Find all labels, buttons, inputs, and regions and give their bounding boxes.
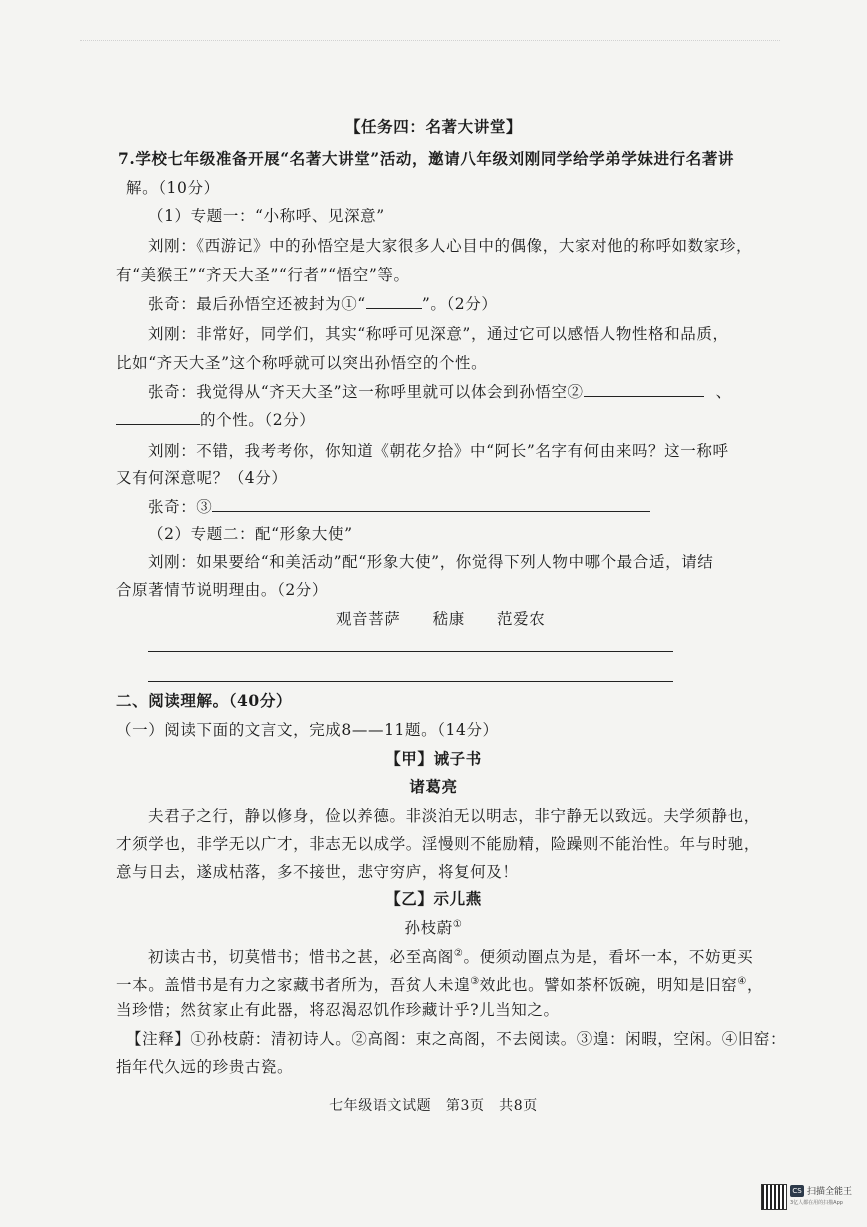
zhangqi-answer-2-prefix: 张奇：我觉得从“齐天大圣”这一称呼里就可以体会到孙悟空② (148, 383, 584, 401)
zhangqi-answer-1-prefix: 张奇：最后孙悟空还被封为①“ (148, 295, 366, 313)
answer-blank-3[interactable] (212, 497, 650, 512)
passage-yi-line-2c: ， (746, 976, 764, 995)
passage-jia-title: 【甲】诫子书 (385, 749, 482, 768)
notes-line-1: 【注释】①孙枝蔚：清初诗人。②高阁：束之高阁，不去阅读。③遑：闲暇，空闲。④旧窑： (126, 1030, 787, 1048)
liugang-para-4-line-2: 合原著情节说明理由。（2分） (116, 581, 329, 599)
section-2-part-1: （一）阅读下面的文言文，完成8——11题。（14分） (116, 721, 499, 739)
passage-yi-line-2b: 效此也。譬如茶杯饭碗，明知是旧窑 (479, 976, 738, 995)
passage-jia-line-1: 夫君子之行，静以修身，俭以养德。非淡泊无以明志，非宁静无以致远。夫学须静也， (148, 807, 760, 825)
answer-blank-1[interactable] (366, 294, 422, 309)
zhangqi-answer-2-line-2 (116, 410, 315, 430)
qr-code-icon (761, 1184, 787, 1210)
answer-line-2[interactable] (148, 681, 673, 682)
answer-blank-2b[interactable] (116, 410, 200, 425)
answer-line-1[interactable] (148, 651, 673, 652)
zhangqi-answer-1-suffix: ”。（2分） (421, 295, 498, 313)
note-ref-1: ① (452, 919, 463, 930)
note-ref-3: ③ (470, 976, 480, 987)
topic-1-heading: （1）专题一：“小称呼、见深意” (148, 207, 385, 225)
question-7-line-2: 解。（10分） (126, 179, 220, 197)
zhangqi-answer-2 (148, 382, 732, 402)
answer-blank-2a[interactable] (584, 382, 704, 397)
passage-jia-author: 诸葛亮 (409, 777, 458, 796)
passage-yi-line-1 (148, 944, 753, 967)
answer-separator: 、 (715, 383, 732, 401)
zhangqi-answer-1 (148, 294, 497, 314)
camscanner-logo: CS (790, 1185, 804, 1197)
character-choices: 观音菩萨 嵇康 范爱农 (336, 610, 546, 628)
liugang-para-1-line-2: 有“美猴王”“齐天大圣”“行者”“悟空”等。 (116, 266, 410, 284)
topic-2-heading: （2）专题二：配“形象大使” (148, 525, 353, 543)
camscanner-tagline: 3亿人都在用的扫描App (790, 1200, 843, 1206)
note-ref-2: ② (453, 948, 464, 959)
liugang-para-2-line-1: 刘刚：非常好，同学们，其实“称呼可见深意”，通过它可以感悟人物性格和品质， (148, 325, 729, 343)
zhangqi-answer-2-suffix: 的个性。（2分） (200, 411, 316, 429)
passage-jia-line-3: 意与日去，遂成枯落，多不接世，悲守穷庐，将复何及！ (116, 863, 519, 881)
passage-yi-author (0, 915, 867, 938)
liugang-para-2-line-2: 比如“齐天大圣”这个称呼就可以突出孙悟空的个性。 (116, 354, 488, 372)
passage-yi-line-1a: 初读古书，切莫惜书；惜书之甚，必至高阁 (148, 948, 454, 967)
passage-yi-line-1b: 。便须动圈点为是，看坏一本，不妨更买 (463, 948, 754, 967)
zhangqi-answer-3-prefix: 张奇：③ (148, 498, 213, 516)
passage-jia-line-2: 才须学也，非学无以广才，非志无以成学。淫慢则不能励精，险躁则不能治性。年与时驰， (116, 835, 761, 853)
liugang-para-3-line-1: 刘刚：不错，我考考你，你知道《朝花夕拾》中“阿长”名字有何由来吗？这一称呼 (148, 442, 729, 460)
camscanner-name: 扫描全能王 (807, 1187, 853, 1197)
task-title: 【任务四：名著大讲堂】 (344, 117, 523, 136)
section-2-title: 二、阅读理解。（40分） (116, 691, 293, 710)
passage-yi-line-2a: 一本。盖惜书是有力之家藏书者所为，吾贫人未遑 (116, 976, 471, 995)
passage-yi-author-name: 孙枝蔚 (404, 919, 453, 938)
passage-yi-title: 【乙】示儿燕 (385, 889, 482, 908)
passage-yi-line-3: 当珍惜；然贫家止有此器，将忍渴忍饥作珍藏计乎?儿当知之。 (116, 1001, 560, 1019)
passage-yi-line-2 (116, 972, 763, 995)
note-ref-4: ④ (737, 976, 747, 987)
notes-line-2: 指年代久远的珍贵古瓷。 (116, 1058, 294, 1076)
scan-noise (80, 40, 780, 47)
question-7-line-1: 7.学校七年级准备开展“名著大讲堂”活动，邀请八年级刘刚同学给学弟学妹进行名著讲 (118, 149, 735, 168)
zhangqi-answer-3 (148, 497, 650, 517)
liugang-para-3-line-2: 又有何深意呢？（4分） (116, 469, 288, 487)
page-footer: 七年级语文试题 第3页 共8页 (329, 1098, 538, 1114)
liugang-para-4-line-1: 刘刚：如果要给“和美活动”配“形象大使”，你觉得下列人物中哪个最合适，请结 (148, 553, 714, 571)
liugang-para-1-line-1: 刘刚：《西游记》中的孙悟空是大家很多人心目中的偶像，大家对他的称呼如数家珍， (148, 237, 753, 255)
